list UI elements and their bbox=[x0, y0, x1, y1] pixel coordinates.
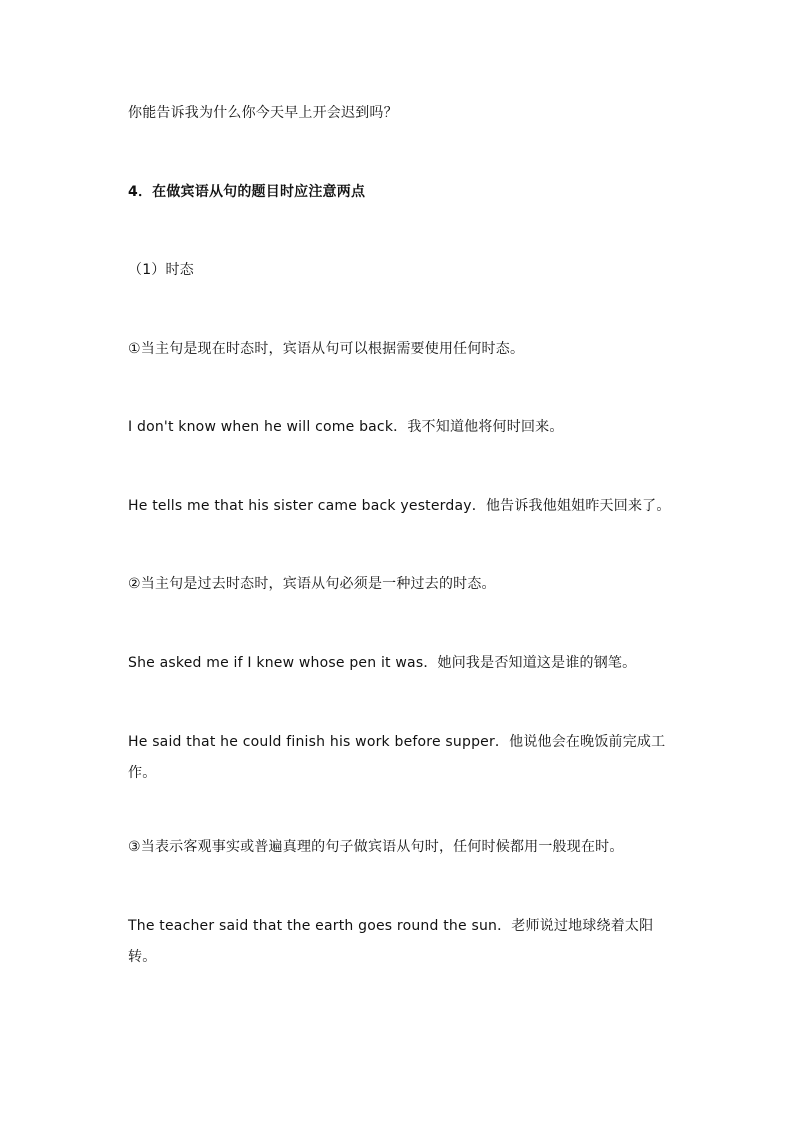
paragraph-question-translation: 你能告诉我为什么你今天早上开会迟到吗？ bbox=[128, 105, 398, 121]
example-sentence-3: She asked me if I knew whose pen it was．她问我是否知道这是谁的钢笔。 bbox=[128, 655, 637, 671]
section-heading-4: 4．在做宾语从句的题目时应注意两点 bbox=[128, 184, 366, 200]
rule-present-tense: ①当主句是现在时态时，宾语从句可以根据需要使用任何时态。 bbox=[128, 341, 525, 357]
example-sentence-5: The teacher said that the earth goes round the sun．老师说过地球绕着太阳转。 bbox=[128, 918, 654, 965]
rule-past-tense: ②当主句是过去时态时，宾语从句必须是一种过去的时态。 bbox=[128, 576, 496, 592]
subheading-tense: （1）时态 bbox=[128, 262, 194, 278]
example-sentence-1: I don't know when he will come back．我不知道他将何时回来。 bbox=[128, 419, 564, 435]
example-sentence-2: He tells me that his sister came back yesterday．他告诉我他姐姐昨天回来了。 bbox=[128, 498, 671, 514]
rule-general-truth: ③当表示客观事实或普遍真理的句子做宾语从句时，任何时候都用一般现在时。 bbox=[128, 839, 624, 855]
example-sentence-4: He said that he could finish his work before supper．他说他会在晚饭前完成工作。 bbox=[128, 734, 666, 781]
